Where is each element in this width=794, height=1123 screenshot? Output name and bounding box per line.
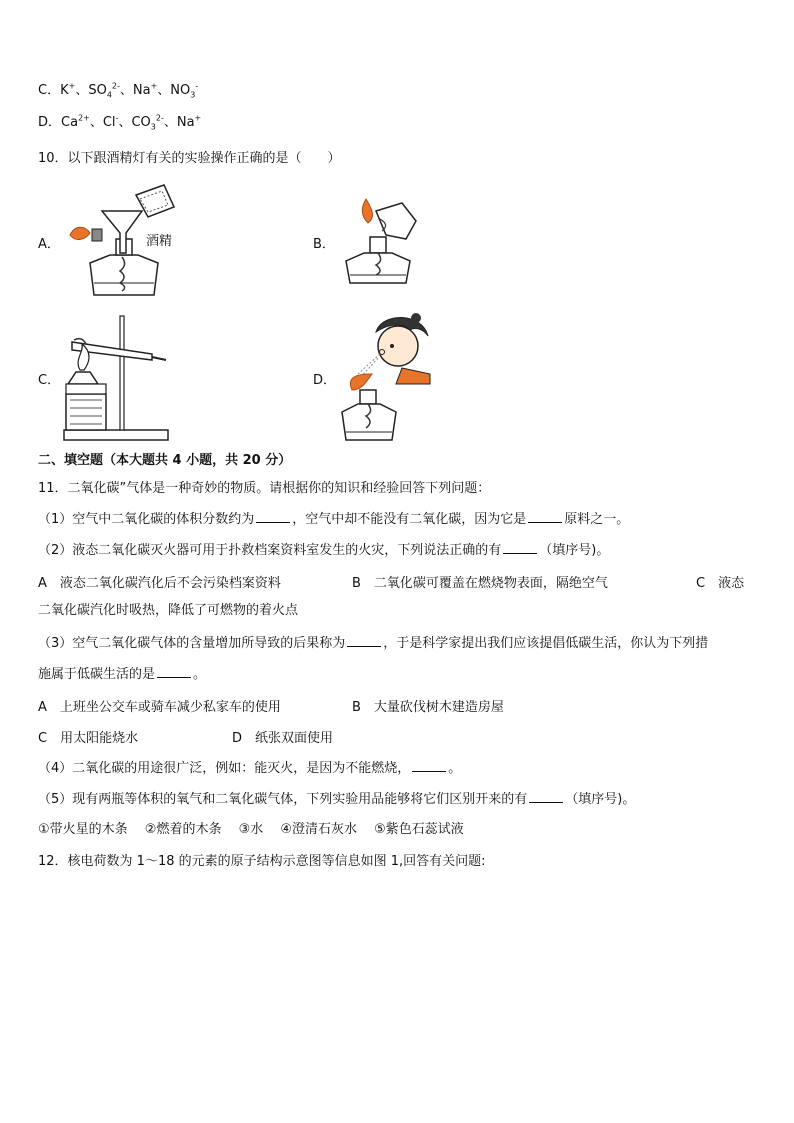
q11-p3-option-a: A 上班坐公交车或骑车减少私家车的使用	[38, 700, 281, 715]
q11-p2-option-b: B 二氧化碳可覆盖在燃烧物表面，隔绝空气	[352, 576, 608, 591]
section-heading-fill-in: 二、填空题（本大题共 4 小题，共 20 分）	[38, 453, 292, 468]
answer-blank[interactable]	[347, 634, 381, 647]
q10-option-c-label: C．	[38, 373, 61, 388]
answer-blank[interactable]	[529, 790, 563, 803]
figure-blowing-out-lamp	[336, 312, 436, 447]
q11-p2-option-c: C 液态	[696, 576, 745, 591]
answer-blank[interactable]	[256, 510, 290, 523]
q11-stem: 11．二氧化碳”气体是一种奇妙的物质。请根据你的知识和经验回答下列问题：	[38, 481, 491, 496]
q11-p3-option-b: B 大量砍伐树木建造房屋	[352, 700, 504, 715]
q9-option-d: D．$Ca^{2+}$、Cl-、$CO_3^{2-}$、Na+	[38, 113, 202, 132]
q9-option-c: C．K+、$SO_4^{2-}$、Na+、$NO_3^-$	[38, 81, 199, 100]
figure-lighting-lamp-with-lamp	[336, 195, 421, 290]
flame-icon	[350, 374, 372, 390]
q11-p2-option-c-cont: 二氧化碳汽化时吸热，降低了可燃物的着火点	[38, 603, 299, 618]
q11-p5-items: ①带火星的木条 ②燃着的木条 ③水 ④澄清石灰水 ⑤紫色石蕊试液	[38, 822, 464, 837]
flame-icon	[70, 227, 90, 239]
q11-p3-option-c: C 用太阳能烧水	[38, 731, 139, 746]
q10-option-a-label: A．	[38, 237, 60, 252]
figure-heating-test-tube	[62, 312, 172, 442]
answer-blank[interactable]	[157, 665, 191, 678]
q11-part-1: （1）空气中二氧化碳的体积分数约为 ，空气中却不能没有二氧化碳，因为它是 原料之一。	[38, 512, 630, 527]
answer-blank[interactable]	[503, 541, 537, 554]
q11-part-3: （3）空气二氧化碳气体的含量增加所导致的后果称为 ，于是科学家提出我们应该提倡低碳生活，你认为下列措	[38, 636, 709, 651]
q11-p2-option-a: A 液态二氧化碳汽化后不会污染档案资料	[38, 576, 281, 591]
q12-stem: 12．核电荷数为 1～18 的元素的原子结构示意图等信息如图 1,回答有关问题:	[38, 854, 486, 869]
answer-blank[interactable]	[412, 759, 446, 772]
q11-part-2: （2）液态二氧化碳灭火器可用于扑救档案资料室发生的火灾，下列说法正确的有 （填序号)。	[38, 543, 610, 558]
q11-p3-option-d: D 纸张双面使用	[232, 731, 334, 746]
q10-stem: 10．以下跟酒精灯有关的实验操作正确的是（ ）	[38, 151, 341, 166]
q10-option-d-label: D．	[313, 373, 337, 388]
answer-blank[interactable]	[528, 510, 562, 523]
q11-part-5: （5）现有两瓶等体积的氧气和二氧化碳气体，下列实验用品能够将它们区别开来的有 （填序号)。	[38, 792, 636, 807]
q11-part-4: （4）二氧化碳的用途很广泛，例如：能灭火，是因为不能燃烧， 。	[38, 761, 462, 776]
fig-a-label-alcohol: 酒精	[146, 234, 173, 249]
q11-part-3-cont: 施属于低碳生活的是 。	[38, 667, 207, 682]
q10-option-b-label: B．	[313, 237, 335, 252]
flame-icon	[362, 199, 372, 223]
